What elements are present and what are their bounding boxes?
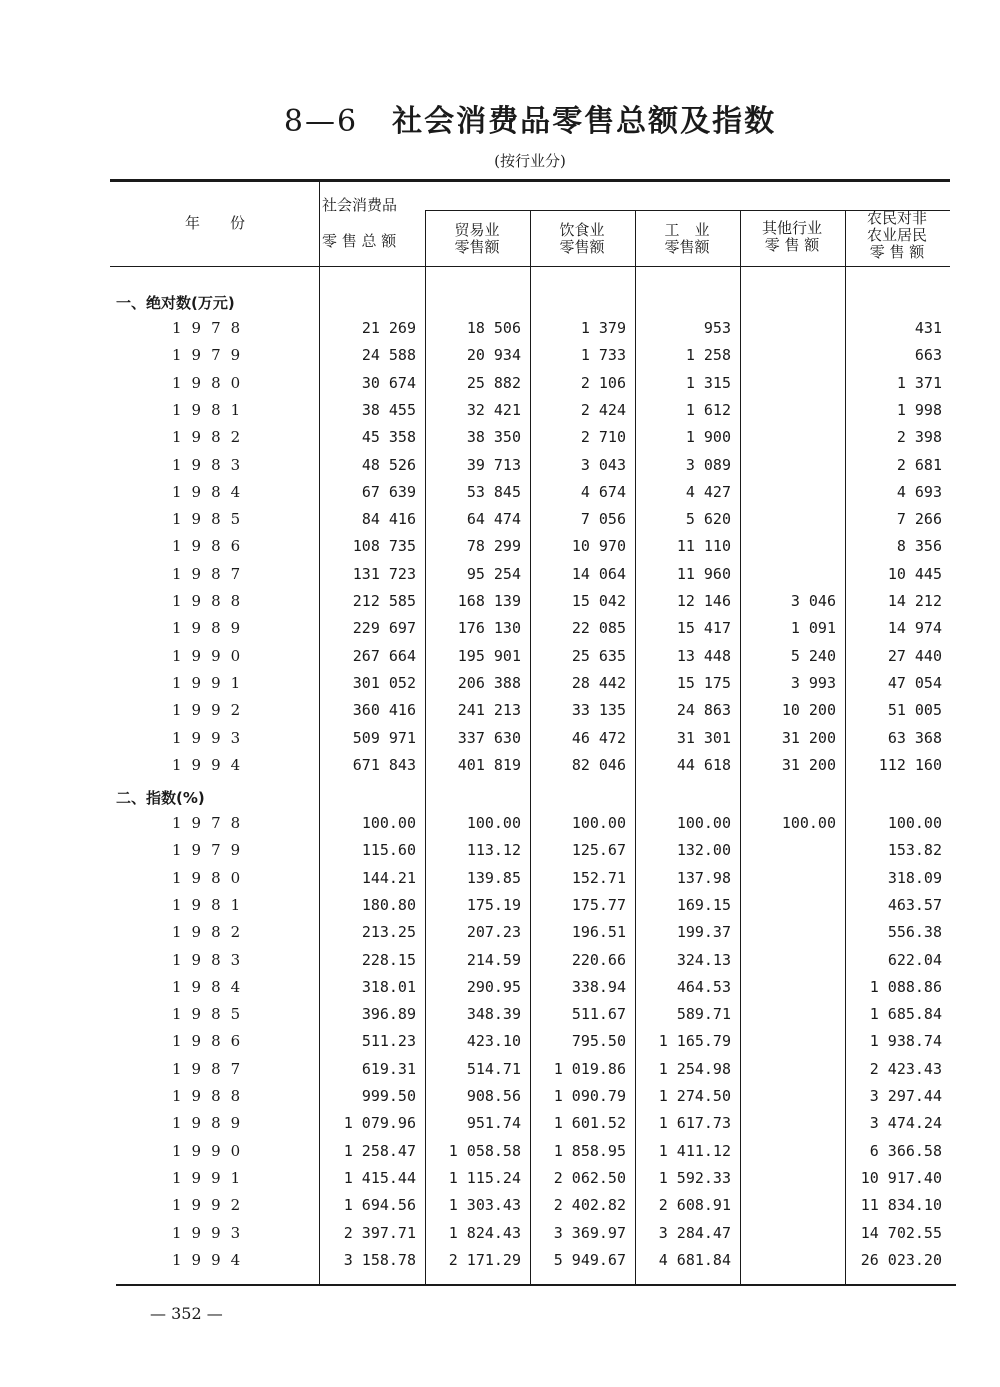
table-cell: 175.77	[571, 895, 626, 914]
row-year: 1984	[172, 482, 251, 501]
table-cell: 1 694.56	[343, 1196, 416, 1215]
bottom-rule	[116, 1284, 956, 1286]
table-cell: 2 423.43	[869, 1059, 942, 1078]
row-year: 1979	[172, 346, 251, 365]
table-cell: 589.71	[676, 1005, 731, 1024]
table-cell: 15 042	[571, 592, 626, 610]
table-cell: 212 585	[352, 592, 416, 610]
column-divider	[425, 210, 426, 1284]
table-cell: 15 417	[676, 619, 731, 638]
table-cell: 63 368	[887, 728, 942, 747]
table-cell: 33 135	[571, 701, 626, 720]
row-year: 1987	[172, 564, 251, 583]
table-cell: 14 064	[571, 564, 626, 583]
table-cell: 18 506	[466, 319, 521, 337]
table-cell: 199.37	[676, 923, 731, 942]
table-cell: 337 630	[457, 728, 521, 747]
row-year: 1983	[172, 950, 251, 969]
table-cell: 908.56	[466, 1087, 521, 1105]
row-year: 1992	[172, 1196, 251, 1215]
table-cell: 514.71	[466, 1059, 521, 1078]
table-cell: 46 472	[571, 728, 626, 747]
table-cell: 511.23	[361, 1032, 416, 1051]
table-cell: 214.59	[466, 950, 521, 969]
table-cell: 229 697	[352, 619, 416, 638]
table-cell: 1 411.12	[658, 1141, 731, 1160]
table-cell: 1 058.58	[448, 1141, 521, 1160]
table-cell: 1 254.98	[658, 1059, 731, 1078]
table-cell: 176 130	[457, 619, 521, 638]
table-cell: 999.50	[361, 1087, 416, 1105]
row-year: 1986	[172, 1032, 251, 1051]
table-cell: 22 085	[571, 619, 626, 638]
table-cell: 5 240	[790, 646, 836, 665]
top-rule	[110, 179, 950, 182]
table-cell: 137.98	[676, 868, 731, 887]
row-year: 1989	[172, 1114, 251, 1133]
table-cell: 7 266	[896, 510, 942, 529]
table-cell: 82 046	[571, 755, 626, 774]
row-year: 1994	[172, 755, 251, 774]
page-title	[0, 96, 1000, 140]
table-cell: 1 601.52	[553, 1114, 626, 1133]
table-cell: 51 005	[887, 701, 942, 720]
header-year: 年 份	[184, 214, 245, 232]
table-cell: 47 054	[887, 673, 942, 692]
table-cell: 1 612	[685, 400, 731, 419]
table-cell: 2 681	[896, 455, 942, 474]
table-cell: 463.57	[887, 895, 942, 914]
table-cell: 39 713	[466, 455, 521, 474]
table-cell: 1 091	[790, 619, 836, 638]
table-cell: 2 402.82	[553, 1196, 626, 1215]
table-cell: 67 639	[361, 482, 416, 501]
table-cell: 14 974	[887, 619, 942, 638]
table-cell: 1 088.86	[869, 977, 942, 996]
header-industry: 工 业 零售额	[664, 221, 710, 256]
table-cell: 7 056	[580, 510, 626, 529]
section-label: 一、绝对数(万元)	[116, 294, 235, 312]
table-cell: 431	[914, 319, 942, 337]
table-cell: 31 200	[781, 755, 836, 774]
section-label: 二、指数(%)	[116, 789, 205, 807]
table-cell: 3 043	[580, 455, 626, 474]
table-cell: 64 474	[466, 510, 521, 529]
table-cell: 3 284.47	[658, 1223, 731, 1242]
row-year: 1991	[172, 1168, 251, 1187]
table-cell: 338.94	[571, 977, 626, 996]
table-cell: 2 710	[580, 428, 626, 447]
table-cell: 10 917.40	[860, 1168, 942, 1187]
page-number: — 352 —	[150, 1304, 223, 1323]
table-cell: 8 356	[896, 537, 942, 556]
header-other: 其他行业 零 售 额	[761, 219, 822, 254]
row-year: 1978	[172, 319, 251, 337]
table-cell: 1 617.73	[658, 1114, 731, 1133]
table-cell: 2 397.71	[343, 1223, 416, 1242]
table-cell: 1 258	[685, 346, 731, 365]
table-cell: 267 664	[352, 646, 416, 665]
header-total-top: 社会消费品	[322, 196, 398, 214]
row-year: 1978	[172, 814, 251, 832]
row-year: 1990	[172, 1141, 251, 1160]
column-divider	[319, 182, 320, 1284]
row-year: 1984	[172, 977, 251, 996]
table-cell: 1 685.84	[869, 1005, 942, 1024]
table-cell: 3 089	[685, 455, 731, 474]
table-cell: 53 845	[466, 482, 521, 501]
row-year: 1988	[172, 592, 251, 610]
header-food: 饮食业 零售额	[559, 221, 605, 256]
table-cell: 1 824.43	[448, 1223, 521, 1242]
table-cell: 1 415.44	[343, 1168, 416, 1187]
table-cell: 175.19	[466, 895, 521, 914]
table-cell: 3 158.78	[343, 1250, 416, 1269]
table-cell: 27 440	[887, 646, 942, 665]
table-cell: 1 900	[685, 428, 731, 447]
table-cell: 100.00	[887, 814, 942, 832]
table-cell: 168 139	[457, 592, 521, 610]
table-cell: 206 388	[457, 673, 521, 692]
table-cell: 112 160	[878, 755, 942, 774]
table-cell: 2 171.29	[448, 1250, 521, 1269]
table-cell: 11 960	[676, 564, 731, 583]
table-cell: 3 474.24	[869, 1114, 942, 1133]
table-cell: 48 526	[361, 455, 416, 474]
row-year: 1980	[172, 868, 251, 887]
row-year: 1982	[172, 923, 251, 942]
table-cell: 100.00	[466, 814, 521, 832]
row-year: 1993	[172, 728, 251, 747]
table-cell: 1 733	[580, 346, 626, 365]
row-year: 1993	[172, 1223, 251, 1242]
table-cell: 100.00	[361, 814, 416, 832]
table-cell: 4 681.84	[658, 1250, 731, 1269]
column-divider	[530, 210, 531, 1284]
table-number: 8—6	[283, 104, 359, 139]
table-cell: 131 723	[352, 564, 416, 583]
table-cell: 1 858.95	[553, 1141, 626, 1160]
table-cell: 4 427	[685, 482, 731, 501]
table-cell: 10 970	[571, 537, 626, 556]
row-year: 1992	[172, 701, 251, 720]
table-cell: 2 398	[896, 428, 942, 447]
table-cell: 26 023.20	[860, 1250, 942, 1269]
table-cell: 15 175	[676, 673, 731, 692]
table-cell: 4 674	[580, 482, 626, 501]
row-year: 1991	[172, 673, 251, 692]
table-cell: 13 448	[676, 646, 731, 665]
table-cell: 132.00	[676, 841, 731, 860]
table-cell: 511.67	[571, 1005, 626, 1024]
table-cell: 4 693	[896, 482, 942, 501]
table-cell: 3 046	[790, 592, 836, 610]
table-cell: 401 819	[457, 755, 521, 774]
table-cell: 1 379	[580, 319, 626, 337]
table-cell: 100.00	[571, 814, 626, 832]
table-cell: 169.15	[676, 895, 731, 914]
table-cell: 1 258.47	[343, 1141, 416, 1160]
table-cell: 348.39	[466, 1005, 521, 1024]
table-cell: 11 110	[676, 537, 731, 556]
table-cell: 6 366.58	[869, 1141, 942, 1160]
table-cell: 1 371	[896, 373, 942, 392]
table-cell: 1 592.33	[658, 1168, 731, 1187]
table-cell: 11 834.10	[860, 1196, 942, 1215]
table-cell: 108 735	[352, 537, 416, 556]
row-year: 1990	[172, 646, 251, 665]
header-farmer: 农民对非 农业居民 零 售 额	[866, 209, 927, 261]
row-year: 1989	[172, 619, 251, 638]
table-cell: 951.74	[466, 1114, 521, 1133]
table-cell: 20 934	[466, 346, 521, 365]
table-cell: 196.51	[571, 923, 626, 942]
table-cell: 24 863	[676, 701, 731, 720]
table-cell: 1 938.74	[869, 1032, 942, 1051]
table-cell: 195 901	[457, 646, 521, 665]
row-year: 1985	[172, 510, 251, 529]
row-year: 1983	[172, 455, 251, 474]
table-cell: 622.04	[887, 950, 942, 969]
table-cell: 1 274.50	[658, 1087, 731, 1105]
table-cell: 100.00	[676, 814, 731, 832]
table-cell: 152.71	[571, 868, 626, 887]
table-cell: 32 421	[466, 400, 521, 419]
column-divider	[845, 210, 846, 1284]
table-cell: 1 998	[896, 400, 942, 419]
table-cell: 509 971	[352, 728, 416, 747]
table-cell: 12 146	[676, 592, 731, 610]
table-cell: 95 254	[466, 564, 521, 583]
table-cell: 2 062.50	[553, 1168, 626, 1187]
table-cell: 24 588	[361, 346, 416, 365]
row-year: 1994	[172, 1250, 251, 1269]
table-cell: 31 200	[781, 728, 836, 747]
table-cell: 3 993	[790, 673, 836, 692]
table-cell: 228.15	[361, 950, 416, 969]
table-cell: 207.23	[466, 923, 521, 942]
table-cell: 241 213	[457, 701, 521, 720]
table-cell: 28 442	[571, 673, 626, 692]
table-cell: 220.66	[571, 950, 626, 969]
table-cell: 14 212	[887, 592, 942, 610]
table-cell: 1 315	[685, 373, 731, 392]
column-divider	[740, 210, 741, 1284]
table-cell: 10 445	[887, 564, 942, 583]
row-year: 1987	[172, 1059, 251, 1078]
table-cell: 3 369.97	[553, 1223, 626, 1242]
table-cell: 84 416	[361, 510, 416, 529]
table-cell: 953	[703, 319, 731, 337]
row-year: 1980	[172, 373, 251, 392]
table-cell: 14 702.55	[860, 1223, 942, 1242]
table-cell: 1 303.43	[448, 1196, 521, 1215]
table-cell: 2 106	[580, 373, 626, 392]
table-cell: 45 358	[361, 428, 416, 447]
table-cell: 301 052	[352, 673, 416, 692]
row-year: 1988	[172, 1087, 251, 1105]
table-cell: 396.89	[361, 1005, 416, 1024]
table-cell: 139.85	[466, 868, 521, 887]
table-cell: 21 269	[361, 319, 416, 337]
table-cell: 153.82	[887, 841, 942, 860]
table-cell: 795.50	[571, 1032, 626, 1051]
table-cell: 663	[914, 346, 942, 365]
header-trade: 贸易业 零售额	[454, 221, 500, 256]
table-cell: 10 200	[781, 701, 836, 720]
table-cell: 290.95	[466, 977, 521, 996]
table-cell: 5 949.67	[553, 1250, 626, 1269]
row-year: 1981	[172, 400, 251, 419]
table-cell: 619.31	[361, 1059, 416, 1078]
table-cell: 318.01	[361, 977, 416, 996]
table-cell: 31 301	[676, 728, 731, 747]
table-cell: 113.12	[466, 841, 521, 860]
table-cell: 1 079.96	[343, 1114, 416, 1133]
table-cell: 25 882	[466, 373, 521, 392]
table-cell: 1 115.24	[448, 1168, 521, 1187]
table-cell: 3 297.44	[869, 1087, 942, 1105]
row-year: 1979	[172, 841, 251, 860]
table-cell: 144.21	[361, 868, 416, 887]
table-cell: 2 424	[580, 400, 626, 419]
table-cell: 324.13	[676, 950, 731, 969]
table-cell: 360 416	[352, 701, 416, 720]
table-cell: 25 635	[571, 646, 626, 665]
table-cell: 125.67	[571, 841, 626, 860]
row-year: 1986	[172, 537, 251, 556]
table-cell: 1 165.79	[658, 1032, 731, 1051]
header-total-bottom: 零 售 总 额	[322, 232, 397, 250]
table-cell: 671 843	[352, 755, 416, 774]
table-cell: 464.53	[676, 977, 731, 996]
row-year: 1981	[172, 895, 251, 914]
table-cell: 30 674	[361, 373, 416, 392]
table-cell: 44 618	[676, 755, 731, 774]
table-subtitle: (按行业分)	[494, 152, 566, 170]
table-cell: 180.80	[361, 895, 416, 914]
row-year: 1985	[172, 1005, 251, 1024]
table-cell: 1 090.79	[553, 1087, 626, 1105]
table-cell: 1 019.86	[553, 1059, 626, 1078]
table-title: 社会消费品零售总额及指数	[392, 104, 777, 139]
table-cell: 115.60	[361, 841, 416, 860]
table-cell: 5 620	[685, 510, 731, 529]
table-cell: 38 455	[361, 400, 416, 419]
table-cell: 318.09	[887, 868, 942, 887]
table-cell: 556.38	[887, 923, 942, 942]
table-cell: 38 350	[466, 428, 521, 447]
table-cell: 2 608.91	[658, 1196, 731, 1215]
row-year: 1982	[172, 428, 251, 447]
table-cell: 423.10	[466, 1032, 521, 1051]
table-cell: 213.25	[361, 923, 416, 942]
table-cell: 100.00	[781, 814, 836, 832]
table-cell: 78 299	[466, 537, 521, 556]
column-divider	[635, 210, 636, 1284]
